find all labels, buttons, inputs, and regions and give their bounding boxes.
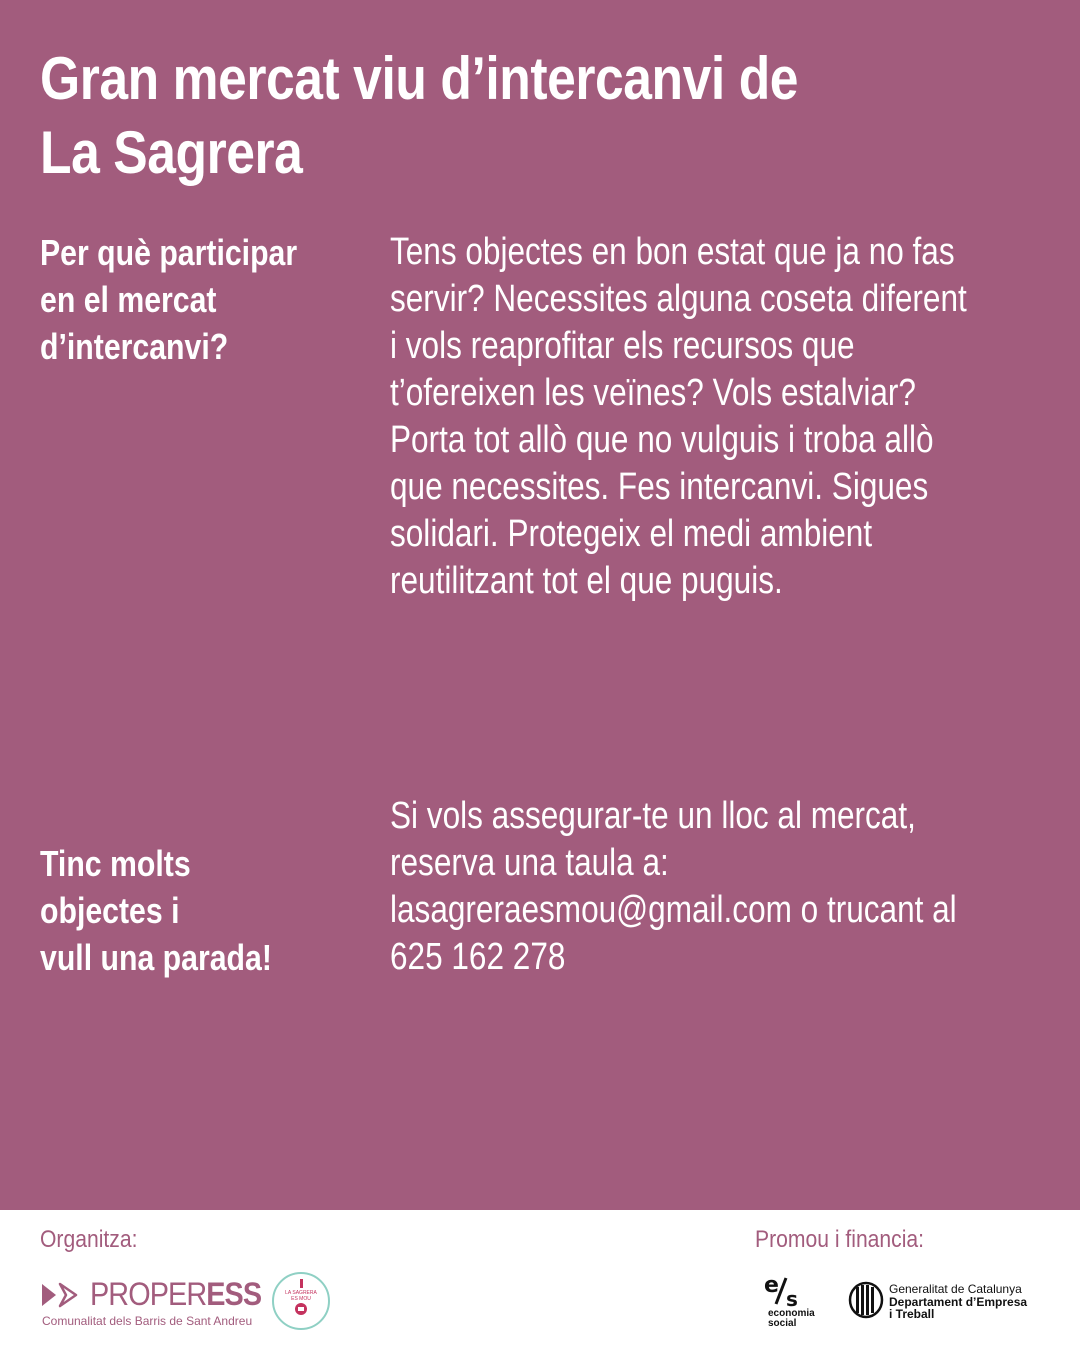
gen-line-1: Generalitat de Catalunya xyxy=(889,1282,1022,1296)
gen-line-2: Departament d’Empresa xyxy=(889,1294,1028,1309)
es-text-line: economia xyxy=(768,1308,815,1319)
contact-phone: 625 162 278 xyxy=(390,936,566,978)
promou-label: Promou i financia: xyxy=(755,1226,925,1253)
organitza-label: Organitza: xyxy=(40,1226,138,1253)
heading-line: Tinc molts xyxy=(40,843,191,884)
body-line: reserva una taula a: xyxy=(390,842,669,884)
body-line: i vols reaprofitar els recursos que xyxy=(390,325,855,367)
why-participate-text xyxy=(390,229,967,605)
body-line: t’ofereixen les veïnes? Vols estalviar? xyxy=(390,372,916,414)
poster-title xyxy=(40,42,798,190)
gen-line-3: i Treball xyxy=(889,1307,935,1321)
body-line: reutilitzant tot el que puguis. xyxy=(390,560,783,602)
want-stall-text xyxy=(390,793,957,981)
heading-line: vull una parada! xyxy=(40,937,272,978)
contact-email-line: lasagreraesmou@gmail.com o trucant al xyxy=(390,889,957,931)
heading-line: d’intercanvi? xyxy=(40,326,229,367)
es-text-line: social xyxy=(768,1318,797,1329)
heading-line: en el mercat xyxy=(40,279,217,320)
body-line: servir? Necessites alguna coseta diferent xyxy=(390,278,967,320)
properess-wordmark xyxy=(90,1276,261,1313)
body-line: que necessites. Fes intercanvi. Sigues xyxy=(390,466,929,508)
properess-prefix: PROPER xyxy=(90,1276,207,1312)
badge-text-2: ES MOU xyxy=(291,1296,311,1302)
body-line: Si vols assegurar-te un lloc al mercat, xyxy=(390,795,916,837)
svg-text:e: e xyxy=(764,1274,779,1298)
la-sagrera-es-mou-logo xyxy=(272,1272,330,1330)
want-stall-heading xyxy=(40,840,342,981)
svg-text:s: s xyxy=(786,1287,798,1311)
body-line: Tens objectes en bon estat que ja no fas xyxy=(390,231,955,273)
economia-social-text xyxy=(768,1309,815,1329)
title-line-1: Gran mercat viu d’intercanvi de xyxy=(40,45,799,112)
body-line: solidari. Protegeix el medi ambient xyxy=(390,513,873,555)
generalitat-logo-icon xyxy=(848,1281,884,1319)
badge-text-1: LA SAGRERA xyxy=(285,1290,317,1296)
title-line-2: La Sagrera xyxy=(40,119,303,186)
generalitat-text xyxy=(889,1283,1027,1321)
heading-line: Per què participar xyxy=(40,232,298,273)
badge-emblem-icon xyxy=(274,1274,328,1328)
properess-mark-icon xyxy=(40,1280,80,1310)
properess-tagline: Comunalitat dels Barris de Sant Andreu xyxy=(42,1314,253,1328)
heading-line: objectes i xyxy=(40,890,180,931)
why-participate-heading xyxy=(40,229,342,370)
body-line: Porta tot allò que no vulguis i troba allò xyxy=(390,419,934,461)
properess-suffix: ESS xyxy=(206,1276,262,1312)
